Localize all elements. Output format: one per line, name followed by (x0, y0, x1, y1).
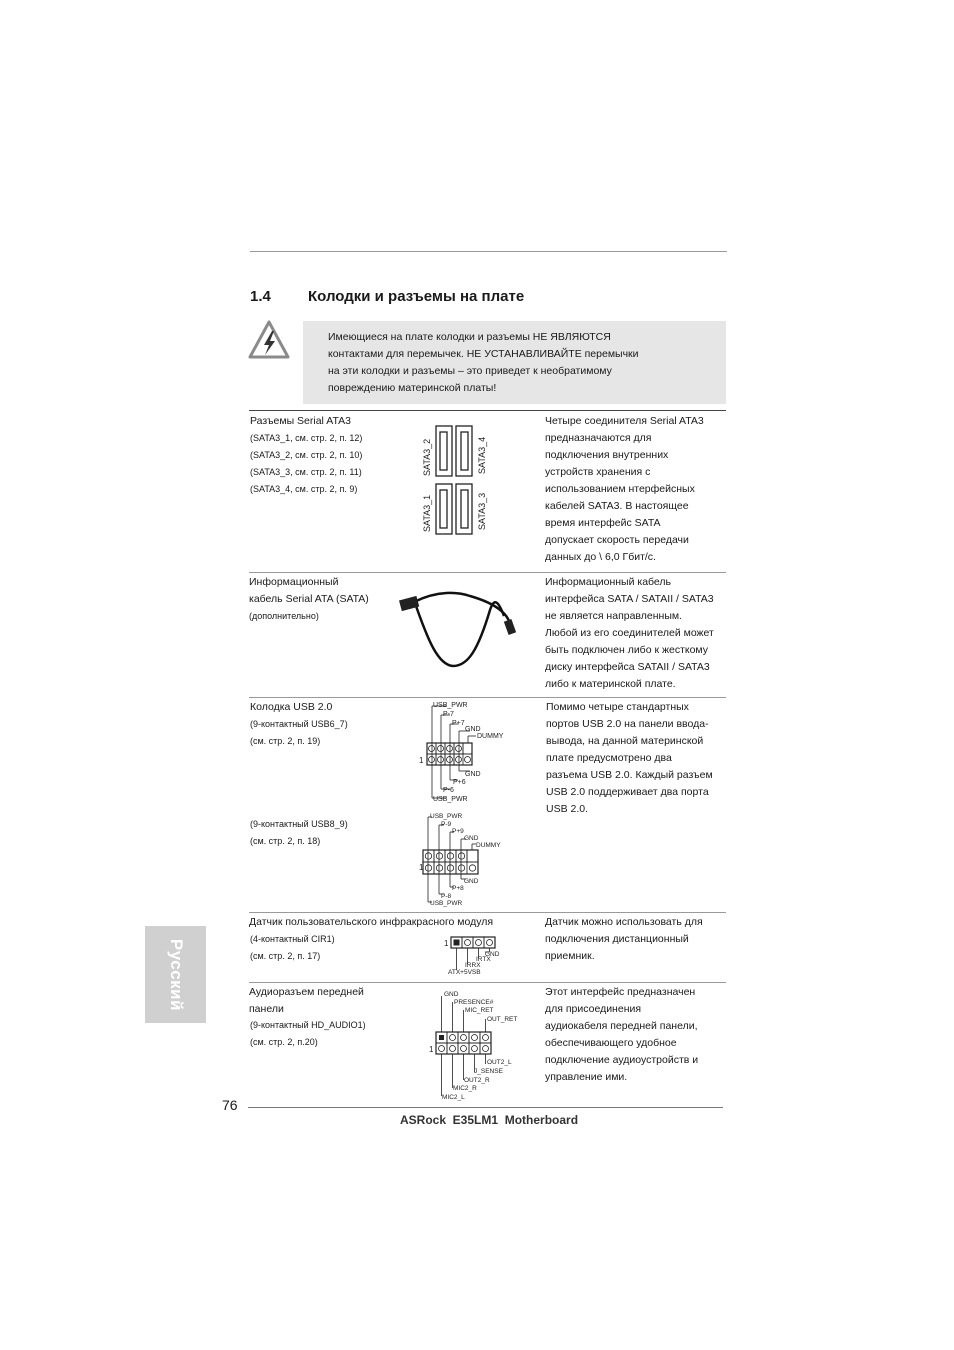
warning-icon (248, 320, 290, 360)
footer-model: ASRock E35LM1 Motherboard (400, 1113, 579, 1127)
warning-line: повреждению материнской платы! (328, 382, 497, 394)
desc-line: время интерфейс SATA (545, 517, 661, 529)
desc-line: Информационный кабель (545, 576, 672, 588)
p-minus-7-label: P-7 (443, 711, 454, 718)
desc-line: не является направленным. (545, 610, 683, 622)
desc-line: Четыре соединителя Serial ATA3 (545, 415, 704, 427)
sata-connectors-diagram (418, 424, 498, 536)
desc-line: USB 2.0. (546, 803, 589, 815)
out2-l-label: OUT2_L (487, 1059, 512, 1066)
cable-note: (дополнительно) (249, 611, 319, 621)
row-divider (249, 410, 726, 411)
mic2-r-label: MIC2_R (453, 1085, 477, 1092)
usb-details-2 (250, 816, 348, 850)
detail-line: (4-контактный CIR1) (250, 934, 335, 944)
desc-line: подключения внутренних (545, 449, 669, 461)
desc-line: приемник. (545, 950, 595, 962)
row-divider (249, 572, 726, 573)
sata-detail: (SATA3_4, см. стр. 2, п. 9) (250, 484, 358, 494)
title-line: Аудиоразъем передней (249, 986, 364, 998)
detail-line: (см. стр. 2, п.20) (250, 1037, 318, 1047)
audio-details (250, 1017, 366, 1051)
irtx-label: IRTX (476, 956, 491, 963)
cir-description (545, 914, 703, 965)
desc-line: обеспечивающего удобное (545, 1037, 677, 1049)
desc-line: Датчик можно использовать для (545, 916, 703, 928)
j-sense-label: J_SENSE (474, 1068, 503, 1075)
title-line: панели (249, 1003, 284, 1015)
title-line: Информационный (249, 576, 339, 588)
desc-line: устройств хранения с (545, 466, 651, 478)
detail-line: (см. стр. 2, п. 17) (250, 951, 321, 961)
cir-title: Датчик пользовательского инфракрасного модуля (249, 916, 494, 928)
top-rule (250, 251, 727, 252)
atx-5vsb-label: ATX+5VSB (448, 969, 481, 976)
section-number: 1.4 (250, 288, 271, 305)
mic2-l-label: MIC2_L (442, 1094, 465, 1101)
gnd-top-label: GND (464, 835, 479, 842)
page-number: 76 (222, 1097, 238, 1113)
detail-line: (см. стр. 2, п. 18) (250, 836, 321, 846)
warning-line: на эти колодки и разъемы – это приведет к необратимому (328, 365, 612, 377)
desc-line: Этот интерфейс предназначен (545, 986, 696, 998)
usb-pwr-top-label: USB_PWR (433, 702, 468, 709)
warning-box (303, 321, 726, 404)
p-plus-6-label: P+6 (453, 779, 466, 786)
desc-line: подключение аудиоустройств и (545, 1054, 699, 1066)
sata3-4-label: SATA3_4 (477, 436, 487, 474)
usb-description (546, 699, 713, 818)
usb-header-2-diagram (418, 810, 508, 910)
dummy-label: DUMMY (477, 733, 504, 740)
cir-header-diagram (442, 934, 512, 978)
desc-line: быть подключен либо к жесткому (545, 644, 709, 656)
desc-line: портов USB 2.0 на панели ввода- (546, 718, 709, 730)
gnd-label: GND (485, 951, 500, 958)
detail-line: (9-контактный USB8_9) (250, 819, 348, 829)
sata-title: Разъемы Serial ATA3 (250, 415, 351, 427)
desc-line: Любой из его соединителей может (545, 627, 714, 639)
presence-label: PRESENCE# (454, 999, 494, 1006)
audio-description (545, 984, 698, 1086)
out2-r-label: OUT2_R (464, 1077, 490, 1084)
desc-line: управление ими. (545, 1071, 628, 1083)
dummy-label: DUMMY (476, 842, 501, 849)
desc-line: предназначаются для (545, 432, 652, 444)
sata-description (545, 413, 704, 566)
gnd-bottom-label: GND (465, 771, 481, 778)
gnd-label: GND (444, 991, 459, 998)
language-tab-label: Русский (166, 938, 186, 1011)
detail-line: (9-контактный HD_AUDIO1) (250, 1020, 366, 1030)
usb-header-1-diagram (418, 700, 508, 804)
gnd-bottom-label: GND (464, 878, 479, 885)
row-divider (249, 982, 726, 983)
usb-pwr-bottom-label: USB_PWR (433, 796, 468, 803)
desc-line: диску интерфейса SATAII / SATA3 (545, 661, 710, 673)
pin-1-label: 1 (444, 939, 449, 948)
p-plus-7-label: P+7 (452, 720, 465, 727)
pin-1-label: 1 (429, 1045, 434, 1054)
sata-detail: (SATA3_1, см. стр. 2, п. 12) (250, 433, 363, 443)
mic-ret-label: MIC_RET (465, 1007, 494, 1014)
cable-title (249, 574, 369, 608)
desc-line: для присоединения (545, 1003, 642, 1015)
desc-line: Помимо четыре стандартных (546, 701, 689, 713)
cable-description (545, 574, 714, 693)
usb-pwr-top-label: USB_PWR (430, 813, 463, 820)
gnd-top-label: GND (465, 726, 481, 733)
sata-details (250, 430, 362, 498)
desc-line: использованием нтерфейсных (545, 483, 695, 495)
desc-line: плате предусмотрено два (546, 752, 672, 764)
desc-line: подключения дистанционный (545, 933, 689, 945)
cir-details (250, 931, 335, 965)
desc-line: аудиокабеля передней панели, (545, 1020, 698, 1032)
language-side-tab (145, 926, 206, 1023)
desc-line: допускает скорость передачи (545, 534, 689, 546)
desc-line: разъема USB 2.0. Каждый разъем (546, 769, 713, 781)
desc-line: либо к материнской плате. (545, 678, 676, 690)
row-divider (249, 912, 726, 913)
irrx-label: IRRX (465, 962, 481, 969)
sata3-1-label: SATA3_1 (422, 494, 432, 532)
detail-line: (9-контактный USB6_7) (250, 719, 348, 729)
sata-cable-image (398, 580, 523, 672)
warning-line: контактами для перемычек. НЕ УСТАНАВЛИВАЙТЕ перемычки (328, 348, 639, 360)
p-plus-8-label: P+8 (452, 885, 464, 892)
desc-line: кабелей SATA3. В настоящее (545, 500, 689, 512)
sata3-2-label: SATA3_2 (422, 438, 432, 476)
detail-line: (см. стр. 2, п. 19) (250, 736, 321, 746)
desc-line: вывода, на данной материнской (546, 735, 704, 747)
p-minus-8-label: P-8 (441, 893, 452, 900)
pin-1-label: 1 (419, 756, 424, 765)
audio-header-diagram (428, 988, 528, 1102)
usb-pwr-bottom-label: USB_PWR (430, 900, 463, 907)
usb-details-1 (250, 716, 348, 750)
title-line: кабель Serial ATA (SATA) (249, 593, 369, 605)
p-plus-9-label: P+9 (452, 828, 464, 835)
usb-title: Колодка USB 2.0 (250, 701, 333, 713)
footer-rule (248, 1107, 723, 1108)
warning-line: Имеющиеся на плате колодки и разъемы НЕ ЯВЛЯЮТСЯ (328, 331, 611, 343)
sata3-3-label: SATA3_3 (477, 492, 487, 530)
p-minus-9-label: P-9 (441, 821, 452, 828)
desc-line: данных до \ 6,0 Гбит/с. (545, 551, 656, 563)
sata-detail: (SATA3_2, см. стр. 2, п. 10) (250, 450, 363, 460)
section-title: Колодки и разъемы на плате (308, 288, 525, 305)
desc-line: USB 2.0 поддерживает два порта (546, 786, 709, 798)
p-minus-6-label: P-6 (443, 787, 454, 794)
out-ret-label: OUT_RET (487, 1016, 518, 1023)
desc-line: интерфейса SATA / SATAII / SATA3 (545, 593, 714, 605)
pin-1-label: 1 (419, 863, 424, 872)
audio-title (249, 984, 364, 1018)
sata-detail: (SATA3_3, см. стр. 2, п. 11) (250, 467, 362, 477)
row-divider (249, 697, 726, 698)
